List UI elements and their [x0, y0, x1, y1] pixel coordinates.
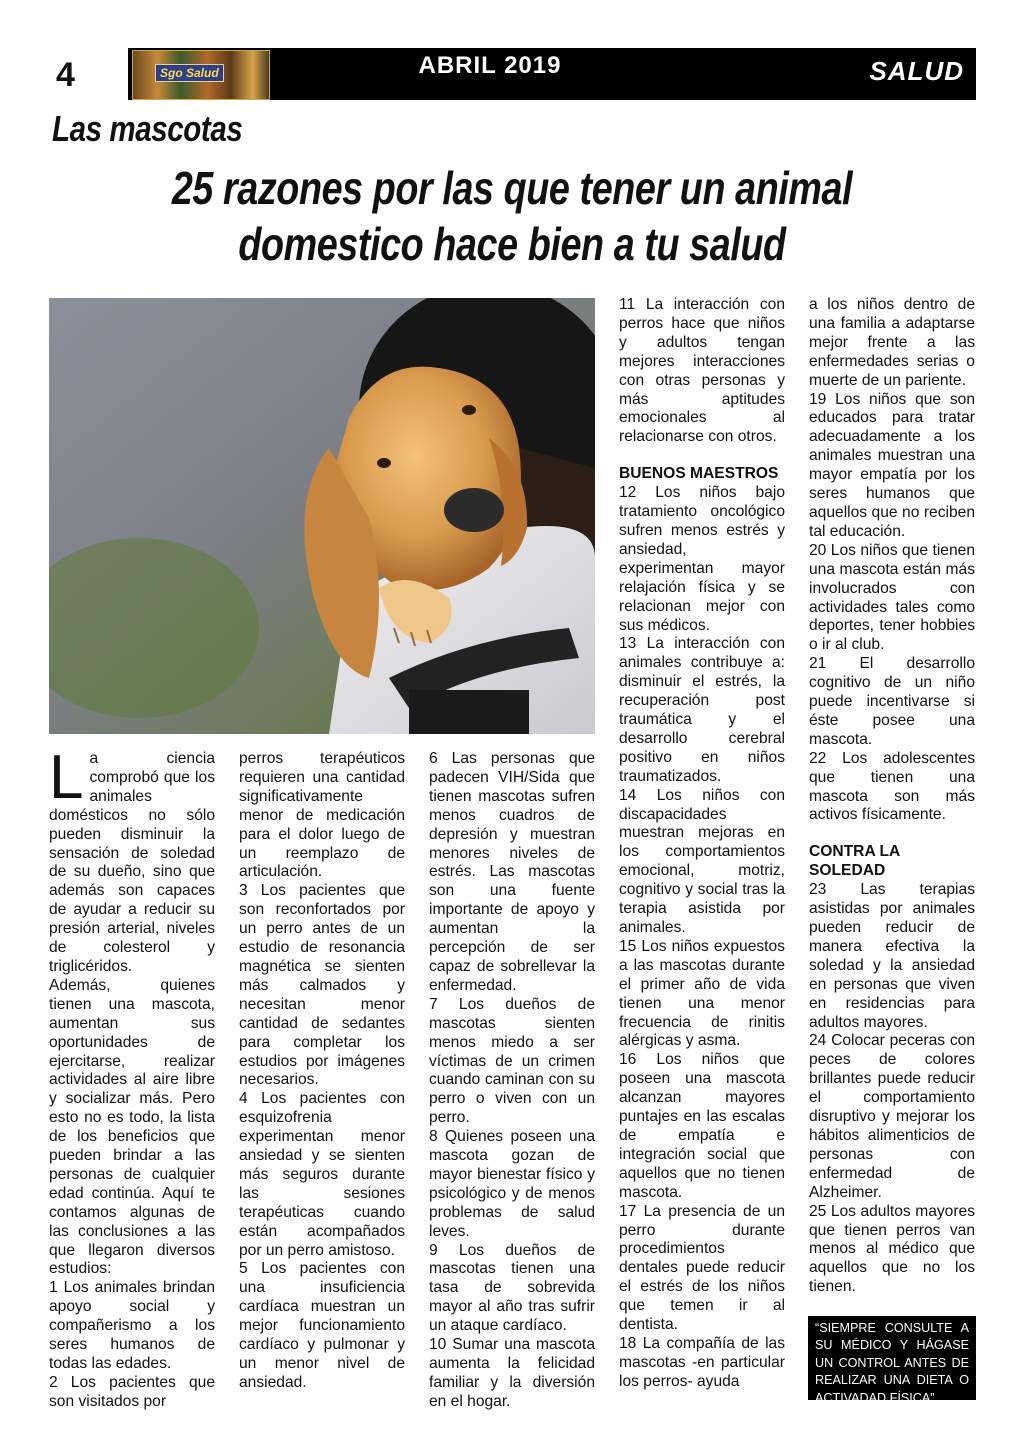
article-paragraph: 8 Quienes poseen una mascota gozan de mayor bienestar físico y psicológico y de menos problemas de salud leves. [429, 1128, 595, 1240]
article-paragraph: 17 La presencia de un perro durante procedimientos dentales puede reducir el estrés de los niños que temen ir al dentista. [619, 1202, 785, 1334]
subheading: BUENOS MAESTROS [619, 465, 779, 483]
article-paragraph: 5 Los pacientes con una insuficiencia cardíaca muestran un mejor funcionamiento cardíaco y pulmonar y un menor nivel de ansiedad. [239, 1260, 405, 1391]
article-paragraph: 7 Los dueños de mascotas sienten menos miedo a ser víctimas de un crimen cuando caminan con su perro o viven con un perro. [429, 995, 595, 1127]
article-paragraph: 2 Los pacientes que son visitados por [49, 1373, 215, 1410]
article-paragraph: 20 Los niños que tienen una mascota están más involucrados con actividades tales como deportes, tener hobbies o ir al club. [809, 541, 975, 654]
article-paragraph: 16 Los niños que poseen una mascota alcanzan mayores puntajes en las escalas de empatía e integración social que aquellos que no tienen mascota. [619, 1051, 785, 1201]
subheading: CONTRA LA SOLEDAD [809, 843, 900, 880]
article-paragraph: 4 Los pacientes con esquizofrenia experimentan menor ansiedad y se sienten más seguros durante las sesiones terapéuticas cuando están acompañados por un perro amistoso. [239, 1090, 405, 1259]
article-paragraph: 18 La compañía de las mascotas -en particular los perros- ayuda [619, 1334, 785, 1390]
article-paragraph: 23 Las terapias asistidas por animales pueden reducir de manera efectiva la soledad y la ansiedad en personas que viven en residencias para adultos mayores. [809, 881, 975, 1031]
logo-text: Sgo Salud [155, 64, 224, 82]
article-paragraph [49, 743, 215, 977]
article-paragraph: 24 Colocar peceras con peces de colores brillantes puede reducir el comportamiento disruptivo y mejorar los hábitos alimenticios de personas con enfermedad de Alzheimer. [809, 1032, 975, 1201]
article-paragraph: 3 Los pacientes que son reconfortados por un perro antes de un estudio de resonancia magnética se sienten más calmados y necesitan menor cantidad de sedantes para completar los estudios por imágenes necesarios. [239, 882, 405, 1089]
article-paragraph: 19 Los niños que son educados para tratar adecuadamente a los animales muestran una mayor empatía por los seres humanos que aquellos que no reciben tal educación. [809, 390, 975, 540]
article-paragraph: 15 Los niños expuestos a las mascotas durante el primer año de vida tienen una menor frecuencia de rinitis alérgicas y asma. [619, 937, 785, 1050]
article-column-4 [619, 296, 785, 1392]
intro-text: a ciencia comprobó que los animales domésticos no sólo pueden disminuir la sensación de soledad de su dueño, sino que además son capaces de ayudar a reducir su presión arterial, niveles de colesterol y triglicéridos. [49, 750, 215, 975]
article-photo [49, 298, 595, 734]
article-paragraph: 1 Los animales brindan apoyo social y compañerismo a los seres humanos de todas las edades. [49, 1279, 215, 1372]
article-column-5 [809, 296, 975, 1297]
article-kicker: Las mascotas [52, 108, 243, 149]
article-paragraph: a los niños dentro de una familia a adaptarse mejor frente a las enfermedades serias o muerte de un pariente. [809, 296, 975, 389]
article-paragraph: 14 Los niños con discapacidades muestran mejoras en los comportamientos emocional, motriz, cognitivo y social tras la terapia asistida por animales. [619, 786, 785, 936]
article-paragraph: 6 Las personas que padecen VIH/Sida que tienen mascotas sufren menos cuadros de depresión y muestran menores niveles de estrés. Las mascotas son una fuente importante de apoyo y aumentan la percepción de ser capaz de sobrellevar la enfermedad. [429, 750, 595, 994]
article-column-2 [239, 750, 405, 1393]
article-paragraph: 22 Los adolescentes que tienen una mascota son más activos físicamente. [809, 749, 975, 824]
article-column-3 [429, 750, 595, 1412]
drop-cap: L [49, 743, 84, 812]
article-paragraph: Además, quienes tienen una mascota, aumentan sus oportunidades de ejercitarse, realizar actividades al aire libre y socializar más. Pero esto no es todo, la lista de los beneficios que pueden brindar a las personas de cualquier edad continúa. Aquí te contamos algunas de las conclusiones a las que llegaron diversos estudios: [49, 976, 215, 1278]
article-headline: 25 razones por las que tener un animal domestico hace bien a tu salud [171, 162, 853, 270]
article-column-1 [49, 743, 215, 1412]
article-paragraph: 21 El desarrollo cognitivo de un niño puede incentivarse si éste posee una mascota. [809, 655, 975, 748]
dog-hugging-person-image [49, 298, 595, 734]
article-paragraph: 11 La interacción con perros hace que niños y adultos tengan mejores interacciones con otras personas y más aptitudes emocionales al relacionarse con otros. [619, 296, 785, 446]
article-paragraph: 10 Sumar una mascota aumenta la felicidad familiar y la diversión en el hogar. [429, 1336, 595, 1410]
publication-logo [132, 50, 270, 100]
article-paragraph: 9 Los dueños de mascotas tienen una tasa de sobrevida mayor al año tras sufrir un ataque cardíaco. [429, 1241, 595, 1335]
section-name: SALUD [869, 56, 964, 86]
page-number: 4 [56, 56, 75, 94]
article-paragraph: 25 Los adultos mayores que tienen perros van menos al médico que aquellos que no los tienen. [809, 1202, 975, 1296]
article-paragraph: 12 Los niños bajo tratamiento oncológico sufren menos estrés y ansiedad, experimentan mayor relajación física y se relacionan mejor con sus médicos. [619, 484, 785, 634]
article-paragraph: perros terapéuticos requieren una cantidad significativamente menor de medicación para el dolor luego de un reemplazo de articulación. [239, 750, 405, 881]
health-advice-box: “SIEMPRE CONSULTE A SU MÉDICO Y HÁGASE UN CONTROL ANTES DE REALIZAR UNA DIETA O ACTIVADAD FÍSICA” [808, 1316, 976, 1400]
article-paragraph: 13 La interacción con animales contribuye a: disminuir el estrés, la recuperación post traumática y el desarrollo cerebral positivo en niños traumatizados. [619, 635, 785, 785]
issue-date: ABRIL 2019 [418, 52, 562, 79]
